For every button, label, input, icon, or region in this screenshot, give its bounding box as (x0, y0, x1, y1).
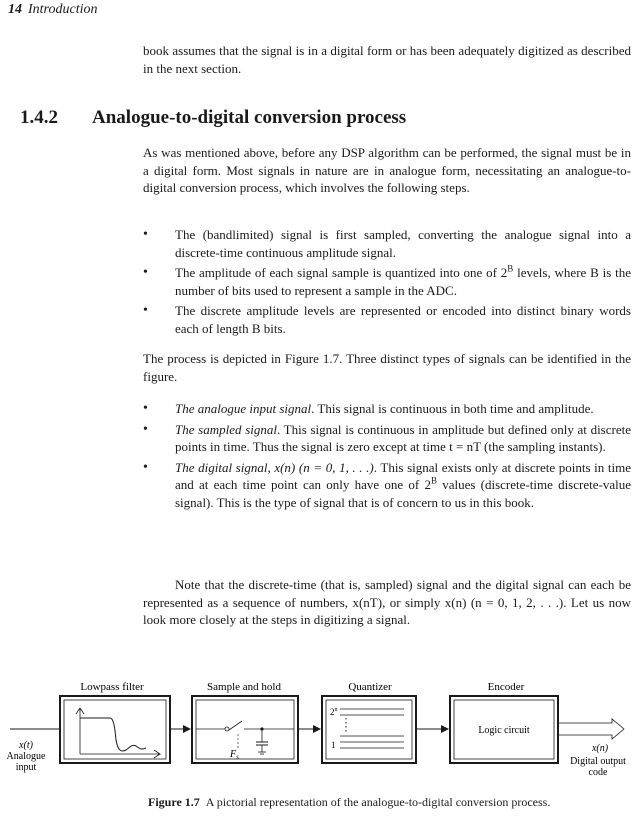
block-label-quantizer: Quantizer (348, 681, 392, 693)
output-arrow-icon (558, 719, 624, 739)
intro-paragraph: book assumes that the signal is in a digital form or has been adequately digitized as described in the next section. (143, 43, 631, 76)
sample-hold-block (192, 696, 298, 763)
paragraph-1: As was mentioned above, before any DSP algorithm can be performed, the signal must be in a digital form. Most signals in nature are in analogue form, necessitating an analogue-to-digital conversion process, which involves the following steps. (143, 145, 631, 195)
adc-block-diagram (0, 678, 638, 788)
output-label-2: code (588, 767, 608, 778)
figure-caption (148, 795, 550, 810)
block-label-encoder: Encoder (487, 681, 525, 693)
section-number: 1.4.2 (20, 107, 58, 128)
signal-type-item: • The sampled signal. This signal is continuous in amplitude but defined only at discrete points in time. Thus the signal is zero except at time t = nT (the sampling instants). (143, 421, 631, 456)
filter-response-icon (80, 718, 146, 751)
caption-text: A pictorial representation of the analogue-to-digital conversion process. (205, 795, 551, 809)
step-item: • The discrete amplitude levels are represented or encoded into distinct binary words each of length B bits. (143, 302, 631, 337)
input-symbol: x(t) (19, 740, 33, 751)
running-head (8, 2, 97, 18)
section-heading (20, 107, 406, 129)
output-label-1: Digital output (570, 756, 626, 767)
paragraph-3: Note that the discrete-time (that is, sampled) signal and the digital signal can each be represented as a sequence of numbers, x(nT), or simply x(n) (n = 0, 1, 2, . . .). Let us now look more closely at the steps in digitizing a signal. (143, 577, 631, 627)
figure-adc-diagram (0, 678, 638, 788)
fs-label: $F_s$ (230, 749, 239, 761)
step-item: • The (bandlimited) signal is first sampled, converting the analogue signal into a discrete-time continuous amplitude signal. (143, 226, 631, 261)
step-item: • The amplitude of each signal sample is quantized into one of $2^B$ levels, where B is the number of bits used to represent a sample in the ADC. (143, 264, 631, 299)
signal-type-item: • The analogue input signal. This signal is continuous in both time and amplitude. (143, 400, 631, 418)
filter-axes-icon (76, 708, 160, 758)
paragraph-2: The process is depicted in Figure 1.7. Three distinct types of signals can be identified in the figure. (143, 351, 631, 384)
section-title: Analogue-to-digital conversion process (92, 107, 407, 128)
input-label-1: Analogue (6, 751, 46, 762)
output-symbol: x(n) (591, 743, 609, 754)
steps-list (143, 226, 631, 337)
caption-label: Figure 1.7 (148, 795, 200, 809)
page-number: 14 (8, 2, 22, 17)
encoder-inner-label: Logic circuit (478, 725, 530, 736)
quantizer-top-label: 2$^n$ (330, 707, 338, 717)
signal-types-list (143, 400, 631, 511)
quantizer-bottom-label: 1 (331, 740, 336, 750)
block-label-lowpass: Lowpass filter (80, 681, 144, 693)
input-label-2: input (15, 762, 37, 773)
signal-type-item: • The digital signal, x(n) (n = 0, 1, . . .). This signal exists only at discrete points in time and at each time point can only have one of $2^B$ values (discrete-time discrete-value signal). This is the type of signal that is of concern to us in this book. (143, 459, 631, 512)
block-label-sample-hold: Sample and hold (207, 681, 281, 693)
switch-icon (229, 721, 242, 730)
running-head-title: Introduction (28, 2, 98, 17)
